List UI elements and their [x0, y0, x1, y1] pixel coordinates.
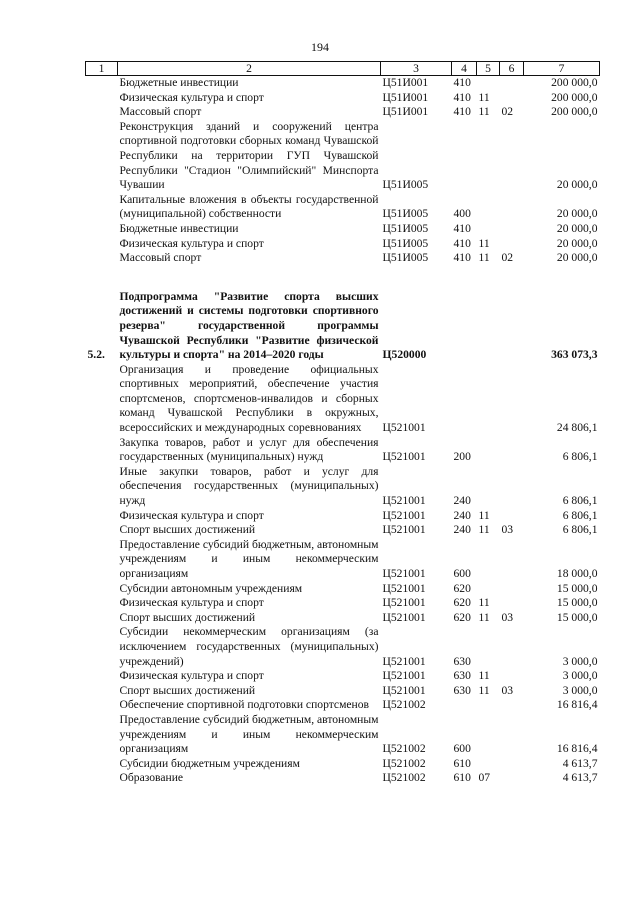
- row-number: [86, 582, 118, 597]
- table-row: [86, 757, 600, 772]
- table-row: [86, 237, 600, 252]
- row-name: Образование: [119, 771, 184, 785]
- row-amount: 3 000,0: [562, 654, 598, 668]
- row-code: Ц51И001: [382, 105, 429, 119]
- row-section: [477, 193, 500, 222]
- table-row: [86, 771, 600, 786]
- row-subsection: [500, 669, 524, 684]
- row-number: [86, 684, 118, 699]
- row-number: [86, 596, 118, 611]
- row-subsection: 02: [501, 251, 514, 265]
- row-amount: 15 000,0: [556, 596, 598, 610]
- row-section: [477, 538, 500, 582]
- row-code: Ц521002: [382, 771, 426, 785]
- row-expense-type: 410: [453, 105, 471, 119]
- table-row: [86, 611, 600, 626]
- header-col-2: 2: [118, 62, 381, 76]
- row-subsection: [500, 290, 524, 363]
- table-row: [86, 251, 600, 266]
- row-amount: 6 806,1: [562, 508, 598, 522]
- row-subsection: [500, 120, 524, 193]
- row-code: Ц51И001: [382, 76, 429, 89]
- row-expense-type: [452, 120, 477, 193]
- row-code: Ц51И001: [382, 90, 429, 104]
- row-code: Ц521001: [382, 669, 426, 683]
- row-expense-type: 240: [453, 508, 471, 522]
- row-expense-type: 410: [453, 236, 471, 250]
- row-section: [477, 290, 500, 363]
- row-subsection: [500, 596, 524, 611]
- row-name: Бюджетные инвестиции: [119, 221, 239, 235]
- row-expense-type: 240: [453, 494, 471, 508]
- row-expense-type: 410: [453, 251, 471, 265]
- row-number: [86, 363, 118, 436]
- row-number: [86, 436, 118, 465]
- table-row: [86, 582, 600, 597]
- table-row: [86, 105, 600, 120]
- row-subsection: [500, 625, 524, 669]
- table-row: [86, 596, 600, 611]
- row-section: 11: [478, 669, 490, 683]
- table-row: [86, 120, 600, 193]
- row-code: Ц51И005: [382, 207, 429, 221]
- row-expense-type: 600: [453, 567, 471, 580]
- row-subsection: [500, 698, 524, 713]
- row-number: [86, 713, 118, 757]
- table-body: [86, 76, 600, 786]
- row-section: [477, 120, 500, 193]
- row-name: Физическая культура и спорт: [119, 90, 264, 104]
- row-section: 11: [478, 251, 490, 265]
- row-name: Массовый спорт: [119, 251, 202, 265]
- row-expense-type: 600: [453, 742, 471, 756]
- row-code: Ц51И005: [382, 251, 429, 265]
- row-code: Ц51И005: [382, 236, 429, 250]
- budget-table: [85, 61, 600, 786]
- row-expense-type: 240: [453, 523, 471, 537]
- row-amount: 6 806,1: [562, 494, 598, 508]
- row-name: Массовый спорт: [119, 105, 202, 119]
- row-code: Ц521002: [382, 756, 426, 770]
- row-amount: 3 000,0: [562, 669, 598, 683]
- row-subsection: [500, 465, 524, 509]
- row-amount: 20 000,0: [556, 236, 598, 250]
- row-code: Ц521001: [382, 683, 426, 697]
- row-amount: 20 000,0: [556, 207, 598, 221]
- row-expense-type: 410: [453, 76, 471, 89]
- table-row: [86, 436, 600, 465]
- row-amount: 20 000,0: [556, 178, 598, 192]
- row-expense-type: [452, 290, 477, 363]
- row-section: [477, 713, 500, 757]
- row-number: [86, 538, 118, 582]
- row-amount: 6 806,1: [562, 523, 598, 537]
- row-number: [86, 509, 118, 524]
- row-number: [86, 120, 118, 193]
- table-header: [86, 62, 600, 76]
- row-code: Ц521001: [382, 450, 426, 464]
- row-number: [86, 76, 118, 91]
- row-number: [86, 611, 118, 626]
- row-number: [86, 193, 118, 222]
- row-number: [86, 757, 118, 772]
- row-name: Спорт высших достижений: [119, 523, 256, 537]
- row-name: Физическая культура и спорт: [119, 508, 264, 522]
- row-amount: 3 000,0: [562, 683, 598, 697]
- row-code: Ц521001: [382, 654, 426, 668]
- spacer-row: [86, 266, 600, 290]
- row-amount: 4 613,7: [562, 771, 598, 785]
- row-expense-type: [452, 698, 477, 713]
- row-subsection: [500, 713, 524, 757]
- row-expense-type: 410: [453, 221, 471, 235]
- row-name: Бюджетные инвестиции: [119, 76, 239, 89]
- row-section: 11: [478, 683, 490, 697]
- page-number: 194: [311, 40, 329, 54]
- row-name: Субсидии бюджетным учреждениям: [119, 756, 300, 770]
- spacer-cell: [86, 266, 600, 290]
- header-col-3: 3: [381, 62, 452, 76]
- row-amount: 200 000,0: [551, 105, 598, 119]
- row-name: Субсидии автономным учреждениям: [119, 581, 303, 595]
- row-subsection: [500, 222, 524, 237]
- row-subsection: 03: [501, 610, 514, 624]
- row-expense-type: 620: [453, 610, 471, 624]
- header-col-6: 6: [500, 62, 524, 76]
- row-code: Ц521001: [382, 523, 426, 537]
- row-name: Иные закупки товаров, работ и услуг для обеспечения государственных (муниципальных) нужд: [119, 464, 379, 508]
- row-number: [86, 105, 118, 120]
- row-number: [86, 698, 118, 713]
- row-amount: 20 000,0: [556, 221, 598, 235]
- row-section: 11: [478, 523, 490, 537]
- row-section: 07: [478, 771, 491, 785]
- row-expense-type: 630: [453, 683, 471, 697]
- row-section: [477, 363, 500, 436]
- row-expense-type: 610: [453, 756, 471, 770]
- row-name: Предоставление субсидий бюджетным, автономным учреждениям и иным некоммерческим организациям: [119, 537, 379, 580]
- row-amount: 200 000,0: [551, 76, 598, 89]
- row-name: Закупка товаров, работ и услуг для обеспечения государственных (муниципальных) нужд: [119, 435, 379, 464]
- row-subsection: [500, 757, 524, 772]
- row-code: Ц521001: [382, 581, 426, 595]
- row-amount: 15 000,0: [556, 610, 598, 624]
- row-subsection: 03: [501, 523, 514, 537]
- row-code: Ц521002: [382, 742, 426, 756]
- row-number: [86, 237, 118, 252]
- row-number: [86, 771, 118, 786]
- table-row: [86, 684, 600, 699]
- row-subsection: [500, 582, 524, 597]
- row-subsection: 02: [501, 105, 514, 119]
- row-section: 11: [478, 508, 490, 522]
- row-name: Организация и проведение официальных спортивных мероприятий, обеспечение участия спортсменов, спортсменов-инвалидов и сборных команд Чувашской Республики в окружных, всероссийских и международных соревнованиях: [119, 362, 379, 435]
- row-name: Обеспечение спортивной подготовки спортсменов: [119, 698, 370, 712]
- row-number: [86, 669, 118, 684]
- table-row: [86, 465, 600, 509]
- row-number: 5.2.: [87, 348, 105, 362]
- header-row: [86, 62, 600, 76]
- row-number: [86, 91, 118, 106]
- table-row: [86, 713, 600, 757]
- row-expense-type: 630: [453, 669, 471, 683]
- row-expense-type: [452, 363, 477, 436]
- row-name: Спорт высших достижений: [119, 683, 256, 697]
- row-code: Ц51И005: [382, 221, 429, 235]
- row-subsection: [500, 538, 524, 582]
- header-col-7: 7: [524, 62, 600, 76]
- row-code: Ц521002: [382, 698, 426, 712]
- header-col-5: 5: [477, 62, 500, 76]
- row-name: Реконструкция зданий и сооружений центра спортивной подготовки сборных команд Чувашской Республики на территории ГУП Чувашской Республики "Стадион "Олимпийский" Минспорта Чувашии: [119, 119, 379, 192]
- row-subsection: [500, 771, 524, 786]
- table-row: [86, 363, 600, 436]
- row-section: 11: [478, 105, 490, 119]
- row-section: [477, 582, 500, 597]
- table-row: [86, 509, 600, 524]
- row-amount: 4 613,7: [562, 756, 598, 770]
- row-code: Ц520000: [382, 348, 427, 362]
- row-amount: 18 000,0: [556, 567, 598, 580]
- row-expense-type: 620: [453, 596, 471, 610]
- row-code: Ц521001: [382, 596, 426, 610]
- table-row: [86, 91, 600, 106]
- table-row: [86, 76, 600, 91]
- row-section: [477, 757, 500, 772]
- row-code: Ц521001: [382, 567, 426, 580]
- row-code: Ц521001: [382, 421, 426, 435]
- row-code: Ц521001: [382, 508, 426, 522]
- row-section: [477, 625, 500, 669]
- row-number: [86, 625, 118, 669]
- row-section: [477, 698, 500, 713]
- row-name: Капитальные вложения в объекты государственной (муниципальной) собственности: [119, 192, 379, 221]
- row-section: [477, 76, 500, 91]
- table-row: [86, 698, 600, 713]
- row-code: Ц521001: [382, 494, 426, 508]
- row-section: [477, 465, 500, 509]
- row-subsection: [500, 193, 524, 222]
- header-col-1: 1: [86, 62, 118, 76]
- row-amount: 16 816,4: [556, 742, 598, 756]
- row-expense-type: 630: [453, 654, 471, 668]
- row-expense-type: 200: [453, 450, 471, 464]
- row-name: Предоставление субсидий бюджетным, автономным учреждениям и иным некоммерческим организациям: [119, 712, 379, 756]
- row-amount: 200 000,0: [551, 90, 598, 104]
- table-row: [86, 222, 600, 237]
- row-amount: 363 073,3: [551, 348, 598, 362]
- row-code: Ц51И005: [382, 178, 429, 192]
- row-name: Физическая культура и спорт: [119, 669, 264, 683]
- row-amount: 16 816,4: [556, 698, 598, 712]
- table-row: [86, 625, 600, 669]
- row-number: [86, 523, 118, 538]
- row-section: 11: [478, 610, 490, 624]
- row-expense-type: 620: [453, 581, 471, 595]
- row-number: [86, 465, 118, 509]
- row-amount: 6 806,1: [562, 450, 598, 464]
- row-subsection: [500, 363, 524, 436]
- row-name: Субсидии некоммерческим организациям (за исключением государственных (муниципальных) учреждений): [119, 625, 379, 668]
- header-col-4: 4: [452, 62, 477, 76]
- row-section: 11: [478, 596, 490, 610]
- row-number: [86, 251, 118, 266]
- row-name: Подпрограмма "Развитие спорта высших достижений и системы подготовки спортивного резерва" государственной программы Чувашской Республики "Развитие физической культуры и спорта" на 2014–2020 годы: [119, 289, 379, 362]
- row-name: Спорт высших достижений: [119, 610, 256, 624]
- row-number: [86, 222, 118, 237]
- row-subsection: 03: [501, 683, 514, 697]
- row-section: [477, 222, 500, 237]
- row-subsection: [500, 76, 524, 91]
- row-code: Ц521001: [382, 610, 426, 624]
- row-amount: 15 000,0: [556, 581, 598, 595]
- row-section: 11: [478, 236, 490, 250]
- row-section: [477, 436, 500, 465]
- row-amount: 20 000,0: [556, 251, 598, 265]
- row-section: 11: [478, 90, 490, 104]
- row-expense-type: 410: [453, 90, 471, 104]
- row-name: Физическая культура и спорт: [119, 596, 264, 610]
- table-row: [86, 193, 600, 222]
- table-row: [86, 669, 600, 684]
- subprogram-row: [86, 290, 600, 363]
- row-subsection: [500, 509, 524, 524]
- row-amount: 24 806,1: [556, 421, 598, 435]
- row-subsection: [500, 237, 524, 252]
- row-subsection: [500, 436, 524, 465]
- row-expense-type: 610: [453, 771, 471, 785]
- row-expense-type: 400: [453, 207, 471, 221]
- table-row: [86, 538, 600, 582]
- row-name: Физическая культура и спорт: [119, 236, 264, 250]
- row-subsection: [500, 91, 524, 106]
- table-row: [86, 523, 600, 538]
